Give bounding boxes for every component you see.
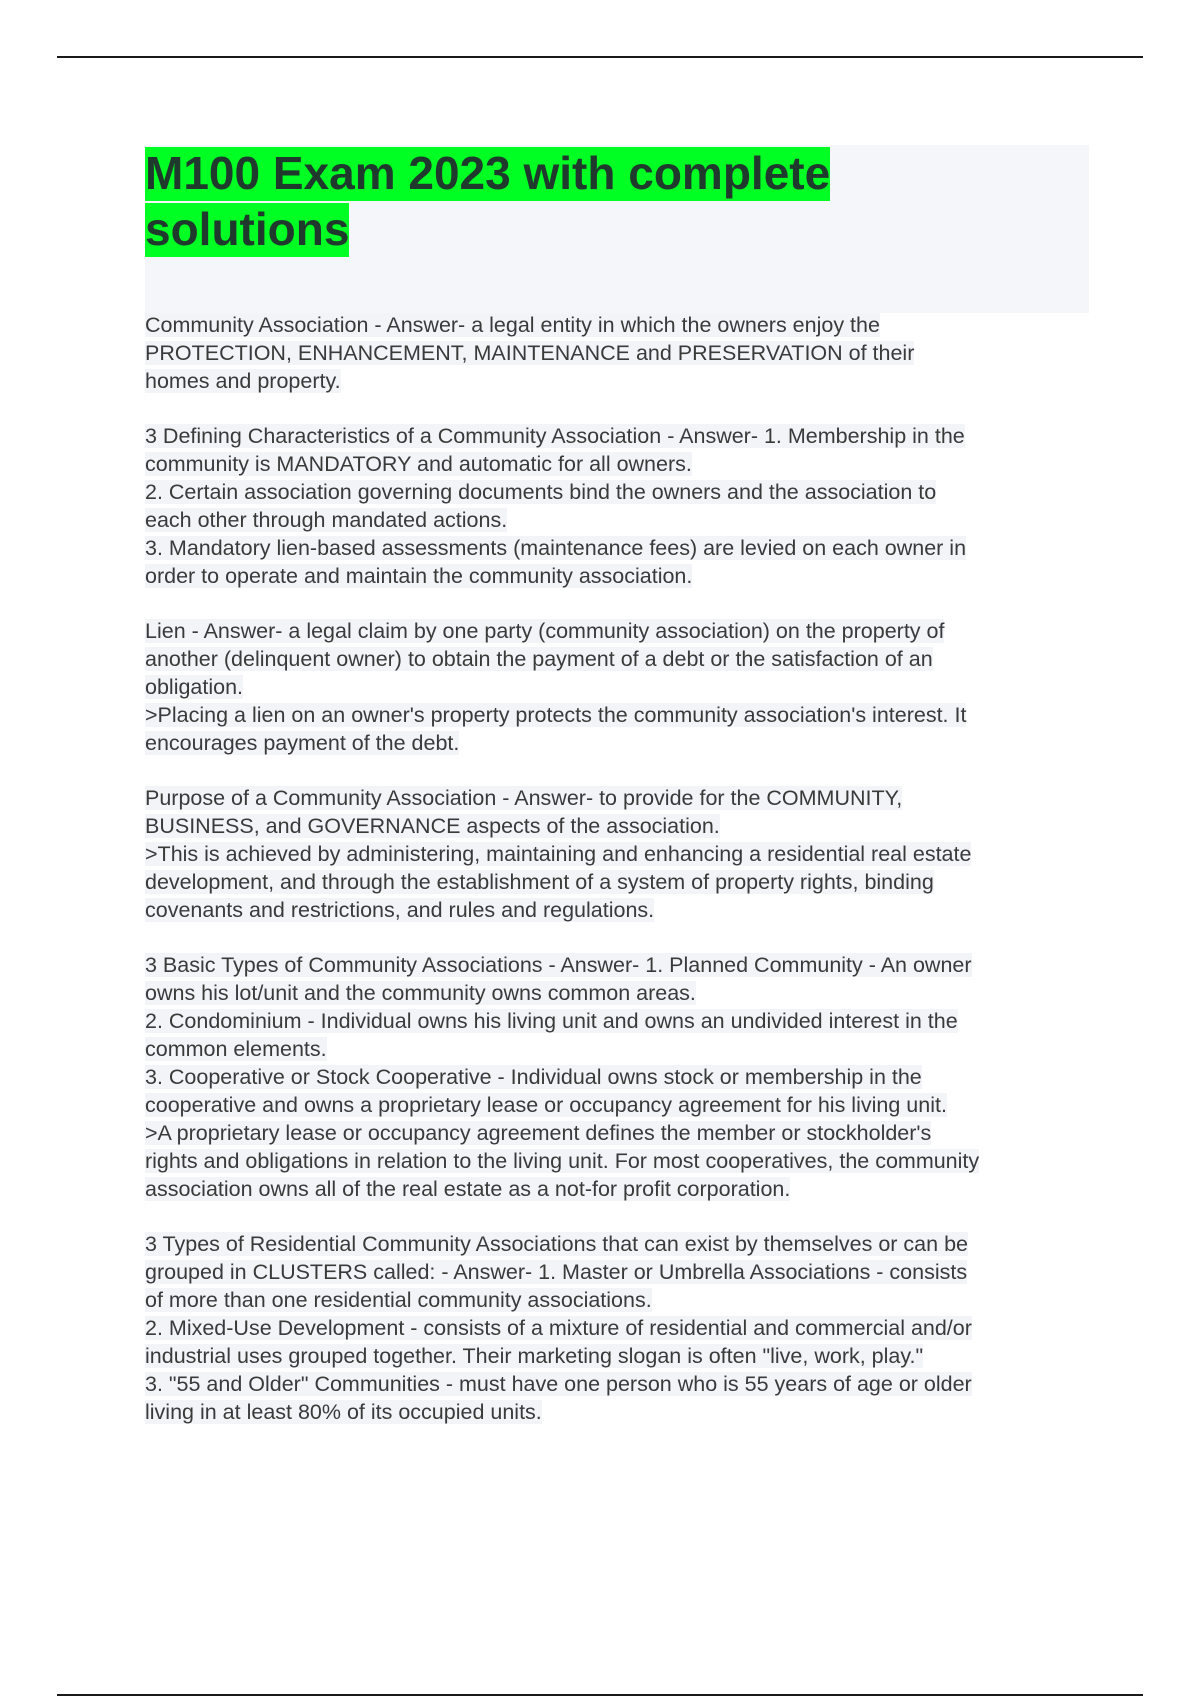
qa-entry <box>145 311 1085 395</box>
text-line <box>145 1398 1085 1426</box>
text-line <box>145 701 1085 729</box>
text-line-content: obligation. <box>145 675 244 699</box>
text-line-content: covenants and restrictions, and rules and regulations. <box>145 898 655 922</box>
text-line-content: 3 Defining Characteristics of a Community Association - Answer- 1. Membership in the <box>145 424 965 448</box>
title-block <box>145 145 1089 313</box>
text-line-content: association owns all of the real estate as a not-for profit corporation. <box>145 1177 791 1201</box>
text-line-content: of more than one residential community associations. <box>145 1288 652 1312</box>
text-line <box>145 311 1085 339</box>
text-line <box>145 868 1085 896</box>
text-line <box>145 617 1085 645</box>
qa-entry <box>145 617 1085 757</box>
qa-entry <box>145 1230 1085 1426</box>
text-line <box>145 1035 1085 1063</box>
text-line <box>145 1230 1085 1258</box>
text-line <box>145 1119 1085 1147</box>
document-title <box>145 145 905 257</box>
text-line <box>145 450 1085 478</box>
text-line <box>145 812 1085 840</box>
text-line-content: owns his lot/unit and the community owns common areas. <box>145 981 696 1005</box>
text-line-content: development, and through the establishment of a system of property rights, binding <box>145 870 934 894</box>
text-line <box>145 478 1085 506</box>
text-line-content: industrial uses grouped together. Their marketing slogan is often "live, work, play." <box>145 1344 924 1368</box>
text-line <box>145 1175 1085 1203</box>
text-line-content: 3. "55 and Older" Communities - must have one person who is 55 years of age or older <box>145 1372 972 1396</box>
text-line <box>145 1258 1085 1286</box>
text-line <box>145 784 1085 812</box>
text-line-content: Purpose of a Community Association - Answer- to provide for the COMMUNITY, <box>145 786 903 810</box>
text-line <box>145 979 1085 1007</box>
text-line <box>145 534 1085 562</box>
text-line-content: >This is achieved by administering, maintaining and enhancing a residential real estate <box>145 842 972 866</box>
text-line-content: encourages payment of the debt. <box>145 731 460 755</box>
text-line <box>145 896 1085 924</box>
text-line <box>145 562 1085 590</box>
text-line <box>145 1147 1085 1175</box>
text-line-content: another (delinquent owner) to obtain the payment of a debt or the satisfaction of an <box>145 647 933 671</box>
text-line <box>145 506 1085 534</box>
text-line <box>145 1342 1085 1370</box>
text-line-content: common elements. <box>145 1037 327 1061</box>
text-line <box>145 645 1085 673</box>
text-line <box>145 1370 1085 1398</box>
text-line-content: 2. Condominium - Individual owns his living unit and owns an undivided interest in the <box>145 1009 958 1033</box>
text-line-content: each other through mandated actions. <box>145 508 508 532</box>
text-line-content: Lien - Answer- a legal claim by one party (community association) on the property of <box>145 619 945 643</box>
text-line-content: 2. Mixed-Use Development - consists of a mixture of residential and commercial and/or <box>145 1316 972 1340</box>
text-line <box>145 951 1085 979</box>
qa-entry <box>145 951 1085 1203</box>
text-line-content: grouped in CLUSTERS called: - Answer- 1. Master or Umbrella Associations - consists <box>145 1260 968 1284</box>
title-line: M100 Exam 2023 with complete <box>145 147 831 199</box>
text-line <box>145 1091 1085 1119</box>
text-line-content: 3 Basic Types of Community Associations - Answer- 1. Planned Community - An owner <box>145 953 972 977</box>
document-body <box>145 311 1085 1453</box>
text-line <box>145 1063 1085 1091</box>
title-line: solutions <box>145 203 350 255</box>
text-line-content: Community Association - Answer- a legal entity in which the owners enjoy the <box>145 313 880 337</box>
text-line <box>145 1286 1085 1314</box>
text-line-content: 2. Certain association governing documents bind the owners and the association to <box>145 480 937 504</box>
text-line-content: homes and property. <box>145 369 341 393</box>
text-line <box>145 840 1085 868</box>
text-line <box>145 339 1085 367</box>
text-line-content: order to operate and maintain the community association. <box>145 564 693 588</box>
qa-entry <box>145 422 1085 590</box>
text-line <box>145 673 1085 701</box>
text-line-content: 3 Types of Residential Community Associations that can exist by themselves or can be <box>145 1232 968 1256</box>
qa-entry <box>145 784 1085 924</box>
text-line <box>145 422 1085 450</box>
top-divider <box>57 56 1143 58</box>
bottom-divider <box>57 1694 1143 1696</box>
text-line-content: living in at least 80% of its occupied units. <box>145 1400 542 1424</box>
text-line-content: >A proprietary lease or occupancy agreement defines the member or stockholder's <box>145 1121 932 1145</box>
text-line-content: BUSINESS, and GOVERNANCE aspects of the association. <box>145 814 720 838</box>
text-line-content: community is MANDATORY and automatic for all owners. <box>145 452 692 476</box>
text-line-content: PROTECTION, ENHANCEMENT, MAINTENANCE and PRESERVATION of their <box>145 341 915 365</box>
text-line-content: >Placing a lien on an owner's property protects the community association's interest. It <box>145 703 967 727</box>
text-line-content: cooperative and owns a proprietary lease or occupancy agreement for his living unit. <box>145 1093 947 1117</box>
text-line-content: rights and obligations in relation to the living unit. For most cooperatives, the community <box>145 1149 980 1173</box>
text-line-content: 3. Cooperative or Stock Cooperative - Individual owns stock or membership in the <box>145 1065 922 1089</box>
text-line <box>145 1007 1085 1035</box>
text-line <box>145 367 1085 395</box>
text-line <box>145 1314 1085 1342</box>
text-line <box>145 729 1085 757</box>
text-line-content: 3. Mandatory lien-based assessments (maintenance fees) are levied on each owner in <box>145 536 967 560</box>
